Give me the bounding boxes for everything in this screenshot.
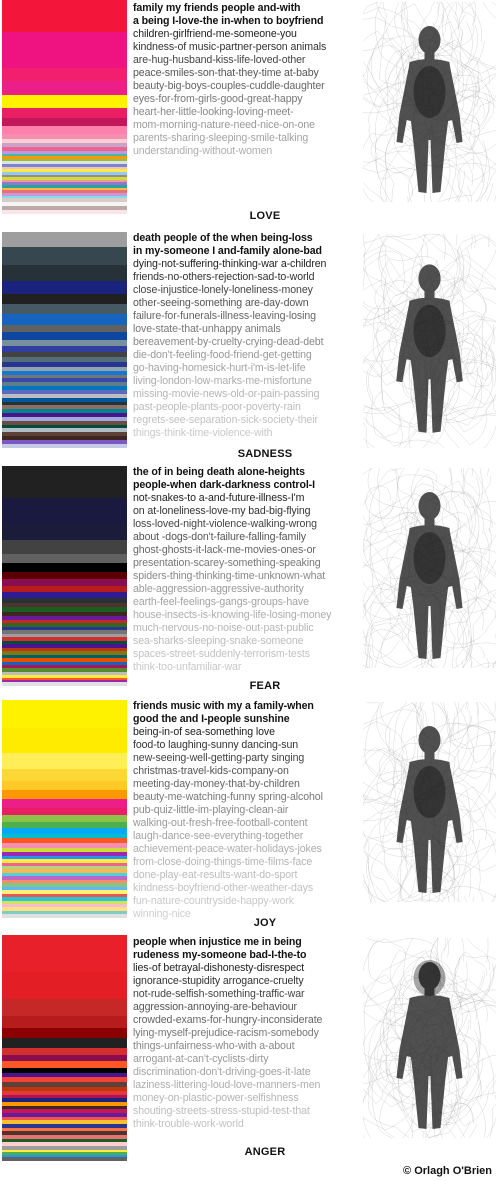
word-line: christmas-travel-kids-company-on [133,765,289,777]
color-stripe [2,1157,127,1161]
word-line: children-girlfriend-me-someone-you [133,28,297,40]
word-line: able-aggression-aggressive-authority [133,583,304,595]
word-line: new-seeing-well-getting-party singing [133,752,305,764]
word-line: good the and I-people sunshine [133,713,290,725]
body-map-anger [363,938,496,1138]
word-line: lies-of betrayal-dishonesty-disrespect [133,962,305,974]
word-line: lying-myself-prejudice-racism-somebody [133,1027,319,1039]
word-line: being-in-of sea-something love [133,726,275,738]
word-line: past-people-plants-poor-poverty-rain [133,401,301,413]
word-line: friends-no-others-rejection-sad-to-world [133,271,315,283]
word-line: food-to laughing-sunny dancing-sun [133,739,299,751]
word-line: fun-nature-countryside-happy-work [133,895,294,907]
color-stripes-anger [2,935,127,1161]
word-line: things-think-time-violence-with [133,427,273,439]
word-line: walking-out-fresh-free-football-content [133,817,308,829]
color-stripe [2,1016,127,1028]
word-line: presentation-scarey-something-speaking [133,557,321,569]
word-line: a being I-love-the in-when to boyfriend [133,15,324,27]
word-line: eyes-for-from-girls-good-great-happy [133,93,303,105]
word-line: earth-feel-feelings-gangs-groups-have [133,596,309,608]
word-line: things-unfairness-who-with a-about [133,1040,295,1052]
color-stripe [2,972,127,999]
word-line: death people of the when being-loss [133,232,313,244]
copyright-credit: © Orlagh O'Brien [403,1165,492,1177]
word-line: achievement-peace-water-holidays-jokes [133,843,322,855]
word-line: die-don't-feeling-food-friend-get-getting [133,349,312,361]
word-line: love-state-that-unhappy animals [133,323,281,335]
word-line: think-too-unfamiliar-war [133,661,242,673]
word-line: done-play-eat-results-want-do-sport [133,869,298,881]
body-drawing [363,938,496,1138]
emotion-label-anger: ANGER [244,1146,286,1158]
word-line: from-close-doing-things-time-films-face [133,856,313,868]
word-line: missing-movie-news-old-or-pain-passing [133,388,320,400]
word-line: failure-for-funerals-illness-leaving-losing [133,310,316,322]
color-stripe [2,1048,127,1055]
word-line: heart-her-little-looking-loving-meet- [133,106,294,118]
word-line: regrets-see-separation-sick-society-their [133,414,318,426]
color-stripe [2,999,127,1016]
word-line: pub-quiz-little-im-playing-clean-air [133,804,289,816]
word-line: the of in being death alone-heights [133,466,305,478]
word-line: bereavement-by-cruelty-crying-dead-debt [133,336,324,348]
word-line: go-having-homesick-hurt-i'm-is-let-life [133,362,306,374]
word-line: kindness-of music-partner-person animals [133,41,327,53]
word-line: mom-morning-nature-need-nice-on-one [133,119,315,131]
word-line: on at-loneliness-love-my bad-big-flying [133,505,311,517]
word-line: money-on-plastic-power-selfishness [133,1092,299,1104]
word-line: dying-not-suffering-thinking-war a-children [133,258,327,270]
word-line: spaces-street-suddenly-terrorism-tests [133,648,310,660]
color-stripe [2,1028,127,1038]
word-line: sea-sharks-sleeping-snake-someone [133,635,304,647]
word-line: other-seeing-something are-day-down [133,297,309,309]
word-line: loss-loved-night-violence-walking-wrong [133,518,317,530]
word-line: beauty-big-boys-couples-cuddle-daughter [133,80,325,92]
word-line: people-when dark-darkness control-I [133,479,315,491]
word-line: parents-sharing-sleeping-smile-talking [133,132,309,144]
word-line: understanding-without-women [133,145,273,157]
word-line: family my friends people and-with [133,2,301,14]
color-stripe [2,935,127,972]
word-line: not-rude-selfish-something-traffic-war [133,988,305,1000]
word-line: winning-nice [133,908,191,920]
word-line: shouting-streets-stress-stupid-test-that [133,1105,310,1117]
emotion-label-sadness: SADNESS [237,448,293,460]
word-line: close-injustice-lonely-loneliness-money [133,284,313,296]
word-line: beauty-me-watching-funny spring-alcohol [133,791,323,803]
word-line: rudeness my-someone bad-I-the-to [133,949,307,961]
word-line: laziness-littering-loud-love-manners-men [133,1079,321,1091]
word-line: are-hug-husband-kiss-life-loved-other [133,54,306,66]
word-line: kindness-boyfriend-other-weather-days [133,882,314,894]
word-line: discrimination-don't-driving-goes-it-late [133,1066,311,1078]
dark-core [414,960,446,996]
word-line: house-insects-is-knowing-life-losing-money [133,609,332,621]
word-line: much-nervous-no-noise-out-past-public [133,622,314,634]
word-line: spiders-thing-thinking-time-unknown-what [133,570,326,582]
word-line: living-london-low-marks-me-misfortune [133,375,312,387]
word-line: crowded-exams-for-hungry-inconsiderate [133,1014,323,1026]
word-line: peace-smiles-son-that-they-time at-baby [133,67,319,79]
color-stripe [2,1038,127,1048]
word-line: meeting-day-money-that-by-children [133,778,300,790]
word-line: arrogant-at-can't-cyclists-dirty [133,1053,269,1065]
word-line: in my-someone I and-family alone-bad [133,245,322,257]
emotion-label-joy: JOY [253,917,277,929]
word-line: ghost-ghosts-it-lack-me-movies-ones-or [133,544,316,556]
word-line: friends music with my a family-when [133,700,314,712]
emotion-label-fear: FEAR [249,680,281,692]
word-line: about -dogs-don't-failure-falling-family [133,531,306,543]
word-line: laugh-dance-see-everything-together [133,830,304,842]
word-line: people when injustice me in being [133,936,302,948]
emotion-label-love: LOVE [249,210,281,222]
word-line: aggression-annoying-are-behaviour [133,1001,297,1013]
word-line: ignorance-stupidity arrogance-cruelty [133,975,304,987]
word-line: not-snakes-to a-and-future-illness-I'm [133,492,305,504]
word-list-anger [133,936,361,1131]
word-line: think-trouble-work-world [133,1118,244,1130]
